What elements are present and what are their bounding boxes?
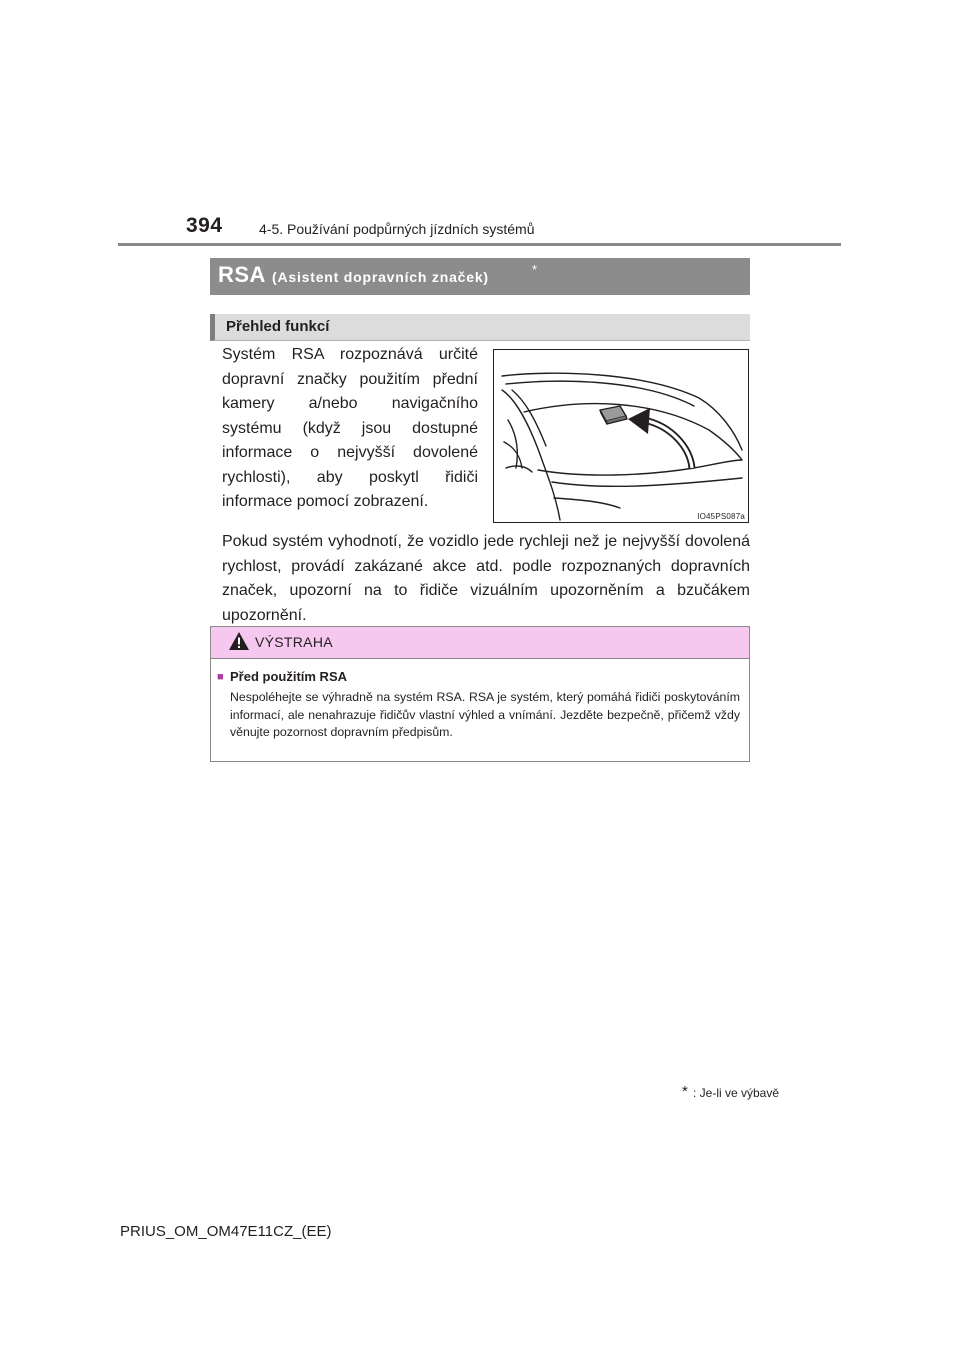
chapter-title: 4-5. Používání podpůrných jízdních systémů: [259, 221, 535, 237]
footnote-star: *: [682, 1083, 688, 1100]
intro-paragraph: Systém RSA rozpoznává určité dopravní značky použitím přední kamery a/nebo navigačního systému (když jsou dostupné informace o nejvyšší dovolené rychlosti), aby poskytl řidiči informace pomocí zobrazení.: [222, 346, 478, 510]
body-paragraph: Pokud systém vyhodnotí, že vozidlo jede rychleji než je nejvyšší dovolená rychlost, provádí zakázané akce atd. podle rozpoznaných dopravních značek, upozorní na to řidiče vizuálním upozorněním a bzučákem upozornění.: [222, 533, 750, 624]
subsection-title: Přehled funkcí: [226, 318, 330, 335]
warning-item-text: Nespoléhejte se výhradně na systém RSA. RSA je systém, který pomáhá řidiči poskytováním informací, ale nenahrazuje řidičův vlastní výhled a vnímání. Jezděte bezpečně, přičemž vždy věnujte pozornost dopravním předpisům.: [230, 690, 740, 739]
warning-box: [210, 626, 750, 762]
windshield-figure: [493, 349, 749, 523]
header-rule: [118, 243, 841, 246]
footnote-text: : Je-li ve výbavě: [693, 1086, 780, 1100]
section-subtitle: (Asistent dopravních značek): [272, 269, 489, 285]
document-id: PRIUS_OM_OM47E11CZ_(EE): [120, 1223, 332, 1240]
section-heading: [210, 258, 750, 295]
equipment-star: *: [532, 262, 538, 277]
subsection-heading: [210, 314, 750, 341]
warning-triangle-icon: [228, 631, 250, 651]
windshield-camera-illustration: [494, 350, 748, 522]
warning-header: [211, 627, 749, 659]
bullet-square-icon: ■: [217, 671, 224, 683]
page-number: 394: [186, 214, 223, 237]
warning-title: VÝSTRAHA: [255, 634, 333, 650]
figure-code: IO45PS087a: [697, 512, 745, 521]
warning-item-title: Před použitím RSA: [230, 669, 348, 684]
section-title: RSA: [218, 262, 266, 287]
